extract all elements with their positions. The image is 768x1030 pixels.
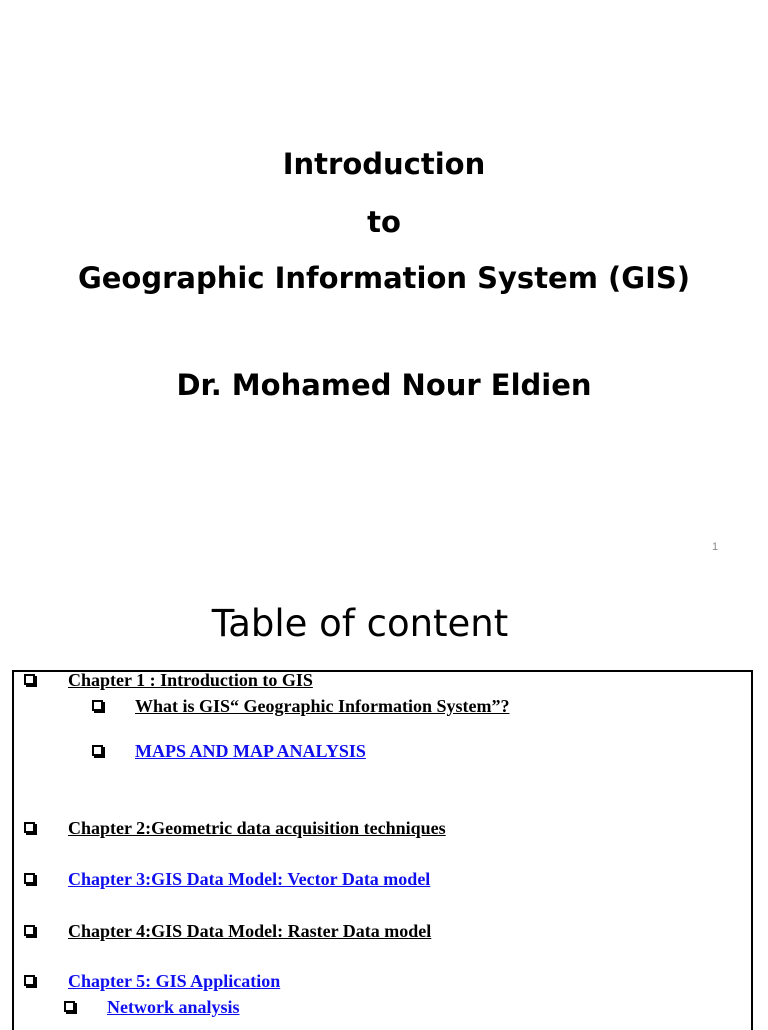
checkbox-bullet-icon — [24, 822, 35, 833]
checkbox-bullet-icon — [24, 925, 35, 936]
toc-entry-label[interactable]: What is GIS“ Geographic Information System”? — [135, 696, 510, 716]
toc-entry-chapter-5[interactable] — [24, 971, 280, 991]
toc-entry-chapter-4[interactable] — [24, 921, 431, 941]
toc-entry-label[interactable]: Chapter 1 : Introduction to GIS — [68, 670, 313, 690]
checkbox-bullet-icon — [64, 1001, 75, 1012]
toc-entry-label[interactable]: Chapter 4:GIS Data Model: Raster Data model — [68, 921, 432, 941]
toc-heading: Table of content — [211, 602, 509, 645]
toc-slide — [0, 576, 768, 1024]
toc-entry-label[interactable]: Chapter 2:Geometric data acquisition techniques — [68, 818, 446, 838]
checkbox-bullet-icon — [92, 700, 103, 711]
toc-entry-chapter-2[interactable] — [24, 818, 446, 838]
checkbox-bullet-icon — [24, 873, 35, 884]
toc-subentry-what-is-gis[interactable] — [92, 696, 510, 716]
toc-subentry-maps[interactable] — [92, 741, 366, 761]
toc-entry-label[interactable]: Network analysis — [107, 997, 240, 1017]
title-line-introduction: Introduction — [282, 147, 486, 181]
checkbox-bullet-icon — [24, 975, 35, 986]
checkbox-bullet-icon — [92, 745, 103, 756]
toc-box — [12, 670, 753, 1030]
author-name: Dr. Mohamed Nour Eldien — [176, 368, 592, 402]
toc-entry-label[interactable]: Chapter 3:GIS Data Model: Vector Data model — [68, 869, 431, 889]
toc-subentry-network-analysis[interactable] — [64, 997, 240, 1017]
title-line-to: to — [367, 205, 401, 239]
checkbox-bullet-icon — [24, 674, 35, 685]
page-number: 1 — [712, 541, 719, 553]
toc-entry-label[interactable]: MAPS AND MAP ANALYSIS — [135, 741, 366, 761]
toc-entry-chapter-3[interactable] — [24, 869, 430, 889]
toc-entry-label[interactable]: Chapter 5: GIS Application — [68, 971, 281, 991]
title-line-gis: Geographic Information System (GIS) — [77, 261, 691, 295]
toc-entry-chapter-1[interactable] — [24, 670, 313, 690]
